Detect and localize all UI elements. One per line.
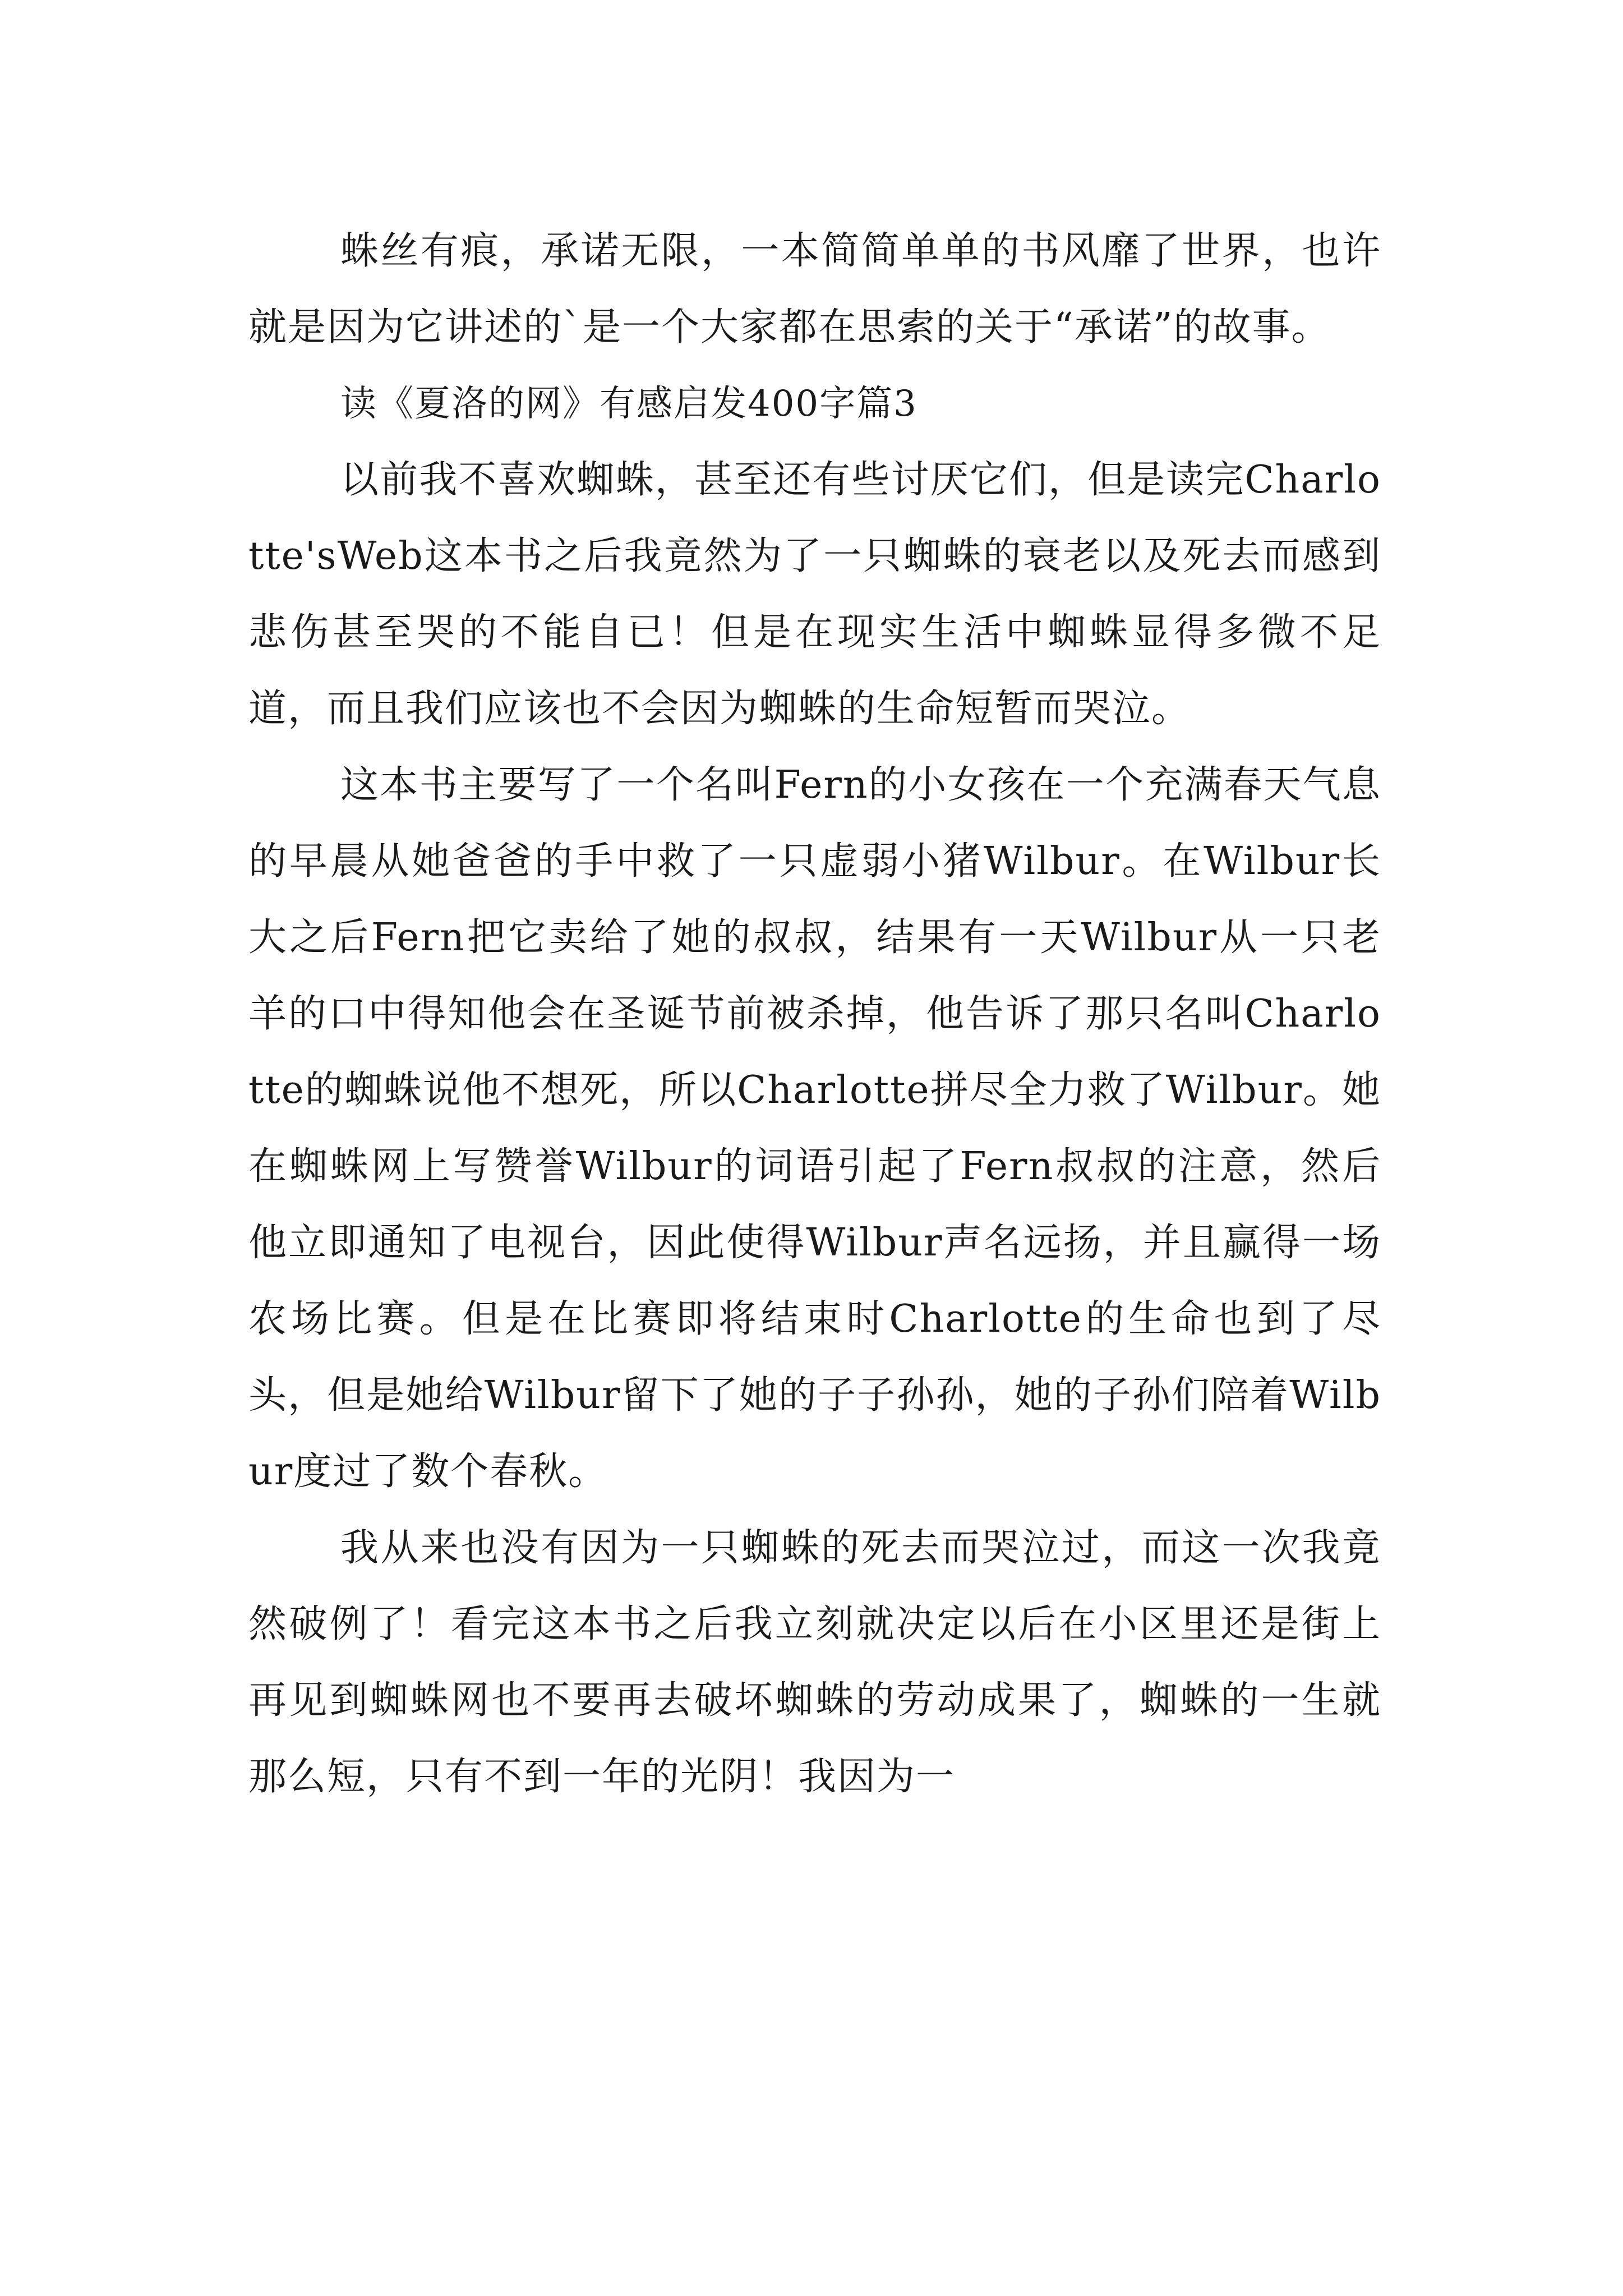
document-body <box>248 213 1381 1815</box>
paragraph-3: 我从来也没有因为一只蜘蛛的死去而哭泣过，而这一次我竟然破例了！看完这本书之后我立刻就决定以后在小区里还是街上再见到蜘蛛网也不要再去破坏蜘蛛的劳动成果了，蜘蛛的一生就那么短，只有不到一年的光阴！我因为一 <box>248 1526 1381 1799</box>
paragraph-2: 这本书主要写了一个名叫Fern的小女孩在一个充满春天气息的早晨从她爸爸的手中救了一只虚弱小猪Wilbur。在Wilbur长大之后Fern把它卖给了她的叔叔，结果有一天Wilbur从一只老羊的口中得知他会在圣诞节前被杀掉，他告诉了那只名叫Charlotte的蜘蛛说他不想死，所以Charlotte拼尽全力救了Wilbur。她在蜘蛛网上写赞誉Wilbur的词语引起了Fern叔叔的注意，然后他立即通知了电视台，因此使得Wilbur声名远扬，并且赢得一场农场比赛。但是在比赛即将结束时Charlotte的生命也到了尽头，但是她给Wilbur留下了她的子子孙孙，她的子孙们陪着Wilbur度过了数个春秋。 <box>248 763 1381 1494</box>
section-heading: 读《夏洛的网》有感启发400字篇3 <box>340 383 917 425</box>
paragraph-1: 以前我不喜欢蜘蛛，甚至还有些讨厌它们，但是读完Charlotte'sWeb这本书之后我竟然为了一只蜘蛛的衰老以及死去而感到悲伤甚至哭的不能自已！但是在现实生活中蜘蛛显得多微不足道，而且我们应该也不会因为蜘蛛的生命短暂而哭泣。 <box>248 458 1381 731</box>
paragraph-intro: 蛛丝有痕，承诺无限，一本简简单单的书风靡了世界，也许就是因为它讲述的`是一个大家都在思索的关于“承诺”的故事。 <box>248 229 1381 349</box>
